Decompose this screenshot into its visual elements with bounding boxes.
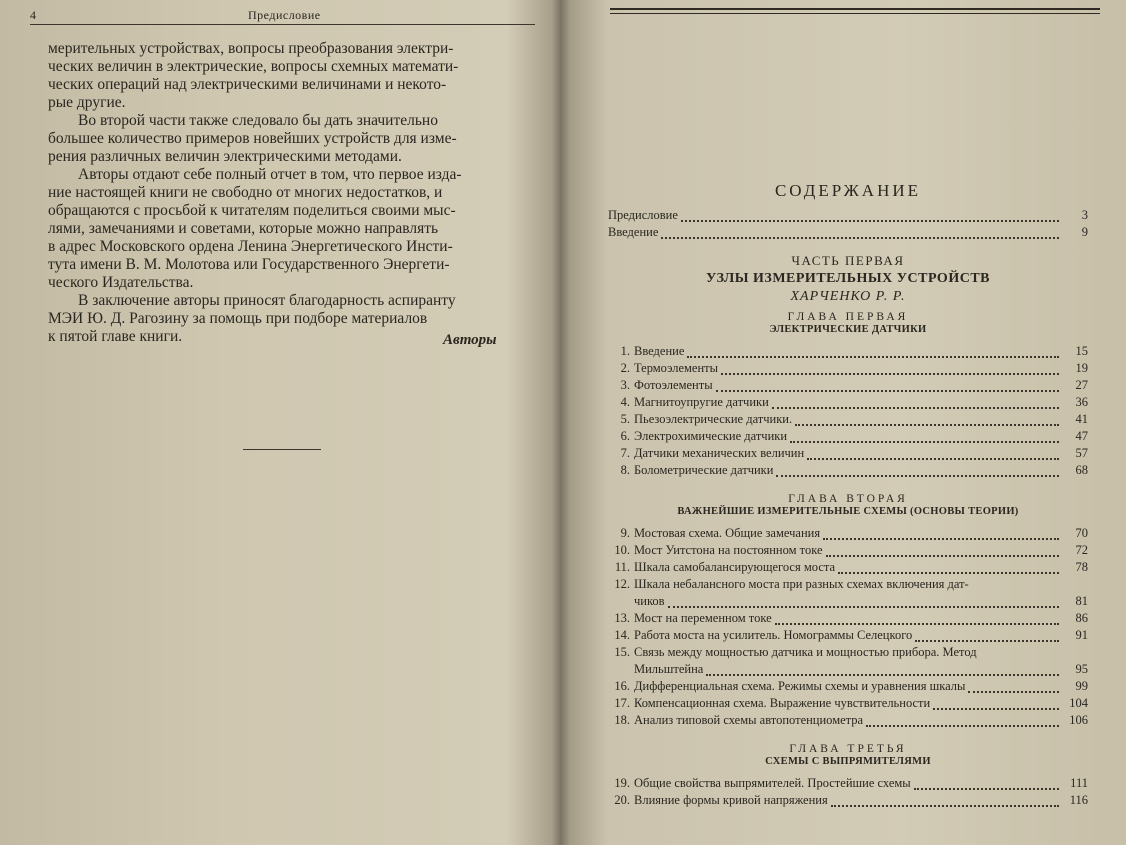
toc-entry-label: Мост на переменном токе <box>634 611 772 625</box>
toc-entry-page: 9 <box>1081 225 1088 239</box>
part-title: УЗЛЫ ИЗМЕРИТЕЛЬНЫХ УСТРОЙСТВ <box>706 271 990 286</box>
toc-entry-page: 99 <box>1075 679 1088 693</box>
top-rules <box>610 8 1100 14</box>
toc-entry-label: Шкала самобалансирующегося моста <box>634 560 836 574</box>
toc-entry-label-continued: Мильштейна <box>634 662 704 676</box>
chapter-title: СХЕМЫ С ВЫПРЯМИТЕЛЯМИ <box>765 756 931 767</box>
leader-dots <box>661 227 1059 239</box>
toc-entry-continuation[interactable] <box>608 661 1088 678</box>
toc-entry-number: 19. <box>614 776 630 790</box>
leader-dots <box>681 210 1059 222</box>
toc-entry[interactable] <box>608 445 1088 462</box>
toc-entry-number: 14. <box>614 628 630 642</box>
leader-dots <box>687 346 1059 358</box>
toc-entry-page: 72 <box>1075 543 1088 557</box>
toc-title: СОДЕРЖАНИЕ <box>774 181 922 200</box>
toc-entry-page: 78 <box>1075 560 1088 574</box>
toc-entry-label: Фотоэлементы <box>634 378 713 392</box>
toc-entry-page: 47 <box>1075 429 1088 443</box>
toc-entry-label: Компенсационная схема. Выражение чувствительности <box>634 696 931 710</box>
toc-entry[interactable] <box>608 792 1088 809</box>
toc-entry-number: 17. <box>614 696 630 710</box>
chapters-list <box>608 311 1088 809</box>
leader-dots <box>826 545 1059 557</box>
leader-dots <box>914 778 1059 790</box>
toc-entry-page: 36 <box>1075 395 1088 409</box>
toc-entry[interactable] <box>608 610 1088 627</box>
right-page <box>590 0 1110 845</box>
toc-entry-page: 95 <box>1075 662 1088 676</box>
authors-signature: Авторы <box>443 332 497 348</box>
toc-entry-label: Работа моста на усилитель. Номограммы Селецкого <box>634 628 913 642</box>
text-line: лями, замечаниями и советами, которые можно направлять <box>48 220 439 237</box>
toc-entry-number: 10. <box>614 543 630 557</box>
running-head-title: Предисловие <box>248 8 321 22</box>
leader-dots <box>668 596 1059 608</box>
text-line: ние настоящей книги не свободно от многих недостатков, и <box>48 184 443 201</box>
leader-dots <box>831 795 1059 807</box>
toc-entry-page: 116 <box>1069 793 1088 807</box>
toc-entry-number: 3. <box>620 378 630 392</box>
toc-entry-label: Общие свойства выпрямителей. Простейшие схемы <box>634 776 911 790</box>
leader-dots <box>915 630 1059 642</box>
text-line: Во второй части также следовало бы дать значительно <box>78 112 438 129</box>
toc-entry-page: 81 <box>1075 594 1088 608</box>
chapter-heading: ГЛАВА ВТОРАЯ <box>788 493 908 505</box>
chapter-heading: ГЛАВА ТРЕТЬЯ <box>789 743 907 755</box>
toc-entry[interactable] <box>608 462 1088 479</box>
toc-entry-page: 41 <box>1075 412 1088 426</box>
text-line: тута имени В. М. Молотова или Государственного Энергети- <box>48 256 450 273</box>
toc-entry-label: Анализ типовой схемы автопотенциометра <box>634 713 864 727</box>
leader-dots <box>776 465 1059 477</box>
toc-entry[interactable] <box>608 627 1088 644</box>
toc-entry-number: 9. <box>620 526 630 540</box>
toc-entry-label: Мостовая схема. Общие замечания <box>634 526 821 540</box>
chapter-heading: ГЛАВА ПЕРВАЯ <box>787 311 909 323</box>
toc-entry-label: Электрохимические датчики <box>634 429 788 443</box>
toc-entry-label: Магнитоупругие датчики <box>634 395 769 409</box>
text-line: рения различных величин электрическими методами. <box>48 148 402 165</box>
toc-entry-number: 20. <box>614 793 630 807</box>
toc-entry-page: 19 <box>1075 361 1088 375</box>
toc-entry[interactable] <box>608 576 1088 593</box>
toc-entry-page: 106 <box>1069 713 1088 727</box>
toc-entry-label: Термоэлементы <box>634 361 719 375</box>
toc-entry[interactable] <box>608 360 1088 377</box>
toc-entry[interactable] <box>608 377 1088 394</box>
toc-entry-page: 91 <box>1075 628 1088 642</box>
toc-entry[interactable] <box>608 394 1088 411</box>
leader-dots <box>795 414 1059 426</box>
toc-entry-label: Шкала небалансного моста при разных схемах включения дат- <box>634 577 969 591</box>
toc-entry-label: Дифференциальная схема. Режимы схемы и уравнения шкалы <box>634 679 966 693</box>
leader-dots <box>933 698 1059 710</box>
toc-entry[interactable] <box>608 428 1088 445</box>
toc-entry[interactable] <box>608 644 1088 661</box>
toc-entry[interactable] <box>608 224 1088 241</box>
toc-entry-page: 3 <box>1081 208 1088 222</box>
leader-dots <box>790 431 1059 443</box>
toc-entry-number: 15. <box>614 645 630 659</box>
toc-entry-label: Влияние формы кривой напряжения <box>634 793 828 807</box>
table-of-contents <box>608 181 1088 809</box>
text-line: рые другие. <box>48 94 126 111</box>
leader-dots <box>716 380 1059 392</box>
toc-entry-label: Датчики механических величин <box>634 446 805 460</box>
leader-dots <box>775 613 1059 625</box>
toc-entry-number: 18. <box>614 713 630 727</box>
toc-entry-page: 57 <box>1075 446 1088 460</box>
text-line: мерительных устройствах, вопросы преобразования электри- <box>48 40 454 57</box>
text-line: ческих величин в электрические, вопросы схемных математи- <box>48 58 459 75</box>
toc-entry[interactable] <box>608 525 1088 542</box>
leader-dots <box>772 397 1059 409</box>
chapter-title: ЭЛЕКТРИЧЕСКИЕ ДАТЧИКИ <box>769 324 927 335</box>
toc-entry-number: 8. <box>620 463 630 477</box>
toc-entry-label: Пьезоэлектрические датчики. <box>634 412 793 426</box>
part-heading: ЧАСТЬ ПЕРВАЯ <box>791 253 905 268</box>
toc-entry-label-continued: чиков <box>634 594 665 608</box>
leader-dots <box>721 363 1059 375</box>
toc-entry-number: 13. <box>614 611 630 625</box>
text-line: В заключение авторы приносят благодарность аспиранту <box>78 292 456 309</box>
toc-entry-label: Предисловие <box>608 208 678 222</box>
leader-dots <box>838 562 1059 574</box>
leader-dots <box>706 664 1059 676</box>
toc-entry-page: 15 <box>1075 344 1088 358</box>
leader-dots <box>866 715 1059 727</box>
toc-entry-label: Введение <box>608 225 659 239</box>
toc-entry-number: 2. <box>620 361 630 375</box>
toc-entry-number: 11. <box>614 560 630 574</box>
toc-entry[interactable] <box>608 695 1088 712</box>
text-line: большее количество примеров новейших устройств для изме- <box>48 130 457 147</box>
toc-entry[interactable] <box>608 343 1088 360</box>
toc-entry[interactable] <box>608 559 1088 576</box>
toc-entry-page: 111 <box>1070 776 1088 790</box>
text-line: ческого Издательства. <box>48 274 194 291</box>
toc-entry[interactable] <box>608 775 1088 792</box>
leader-dots <box>968 681 1059 693</box>
leader-dots <box>823 528 1059 540</box>
running-head <box>30 8 535 25</box>
toc-entry-number: 1. <box>620 344 630 358</box>
left-page <box>18 0 538 845</box>
front-matter-list <box>608 207 1088 241</box>
toc-entry[interactable] <box>608 207 1088 224</box>
toc-entry-page: 104 <box>1069 696 1088 710</box>
toc-entry-page: 68 <box>1075 463 1088 477</box>
text-line: Авторы отдают себе полный отчет в том, что первое изда- <box>78 166 462 183</box>
chapter-title: ВАЖНЕЙШИЕ ИЗМЕРИТЕЛЬНЫЕ СХЕМЫ (ОСНОВЫ ТЕОРИИ) <box>677 506 1019 517</box>
leader-dots <box>807 448 1059 460</box>
page-number: 4 <box>30 8 36 22</box>
text-line: МЭИ Ю. Д. Рагозину за помощь при подборе материалов <box>48 310 428 327</box>
toc-entry-number: 5. <box>620 412 630 426</box>
toc-entry[interactable] <box>608 678 1088 695</box>
end-rule <box>243 449 321 450</box>
text-line: в адрес Московского ордена Ленина Энергетического Инсти- <box>48 238 453 255</box>
toc-entry[interactable] <box>608 411 1088 428</box>
toc-entry-number: 4. <box>620 395 630 409</box>
text-line: обращаются с просьбой к читателям поделиться своими мыс- <box>48 202 456 219</box>
toc-entry-continuation[interactable] <box>608 593 1088 610</box>
toc-entry[interactable] <box>608 542 1088 559</box>
toc-entry[interactable] <box>608 712 1088 729</box>
text-line: ческих операций над электрическими величинами и некото- <box>48 76 447 93</box>
toc-entry-label: Мост Уитстона на постоянном токе <box>634 543 823 557</box>
toc-entry-label: Введение <box>634 344 685 358</box>
toc-entry-number: 16. <box>614 679 630 693</box>
toc-entry-label: Связь между мощностью датчика и мощностью прибора. Метод <box>634 645 977 659</box>
toc-entry-page: 27 <box>1075 378 1088 392</box>
toc-entry-page: 86 <box>1075 611 1088 625</box>
toc-entry-page: 70 <box>1075 526 1088 540</box>
toc-entry-number: 7. <box>620 446 630 460</box>
preface-text <box>48 40 540 346</box>
toc-entry-number: 6. <box>620 429 630 443</box>
toc-entry-label: Болометрические датчики <box>634 463 774 477</box>
toc-entry-number: 12. <box>614 577 630 591</box>
part-author: ХАРЧЕНКО Р. Р. <box>790 289 906 304</box>
text-line: к пятой главе книги. <box>48 328 183 345</box>
